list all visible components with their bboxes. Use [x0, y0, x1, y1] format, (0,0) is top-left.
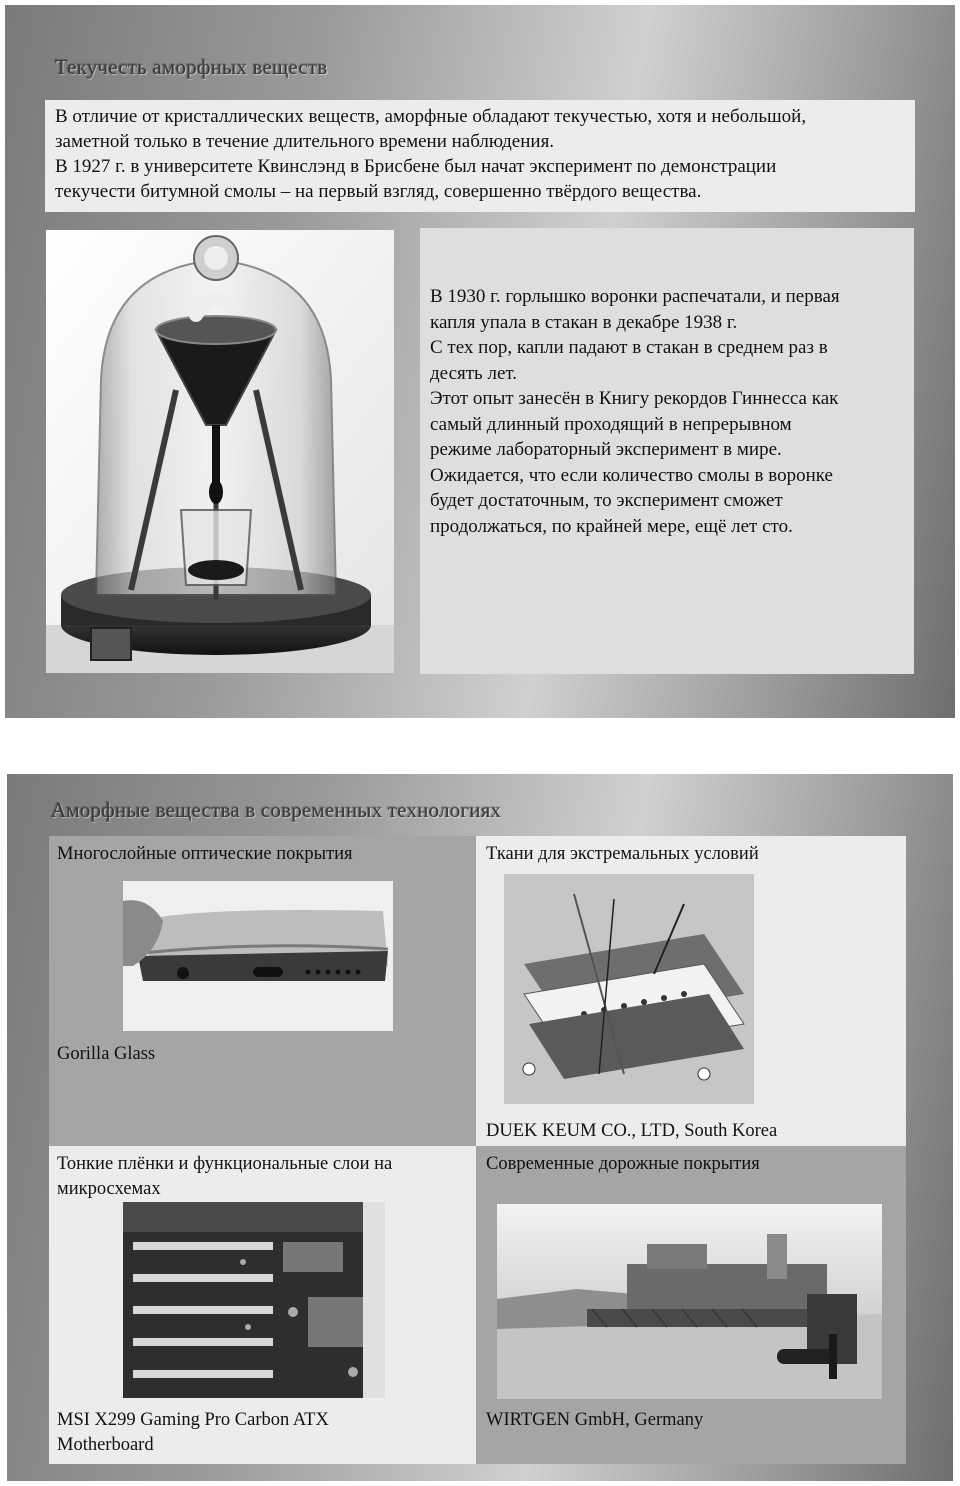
intro-line: В отличие от кристаллических веществ, аморфные обладают текучестью, хотя и небольшой, — [55, 106, 807, 127]
intro-line: заметной только в течение длительного времени наблюдения. — [55, 131, 555, 152]
info-line: С тех пор, капли падают в стакан в среднем раз в — [430, 337, 828, 358]
info-line: самый длинный проходящий в непрерывном — [430, 413, 792, 435]
pitch-drop-photo — [46, 230, 394, 673]
info-line: режиме лабораторный эксперимент в мире. — [430, 439, 782, 460]
fabric-layers-diagram — [504, 874, 754, 1104]
info-line: будет достаточным, то эксперимент сможет — [430, 490, 783, 511]
info-line: В 1930 г. горлышко воронки распечатали, и первая — [430, 286, 840, 307]
cell-caption: WIRTGEN GmbH, Germany — [486, 1410, 704, 1430]
info-line: десять лет. — [430, 362, 518, 384]
cell-caption: DUEK KEUM CO., LTD, South Korea — [486, 1121, 778, 1141]
cell-thin-films-microchips — [49, 1146, 476, 1464]
info-line: Этот опыт занесён в Книгу рекордов Гиннесса как — [430, 388, 839, 409]
intro-line: текучести битумной смолы – на первый взгляд, совершенно твёрдого вещества. — [55, 181, 702, 202]
experiment-info-box — [420, 228, 914, 674]
slide-title: Текучесть аморфных веществ — [55, 55, 328, 79]
info-line: продолжаться, по крайней мере, ещё лет сто. — [430, 515, 793, 537]
slide-title: Аморфные вещества в современных технологиях — [51, 798, 502, 822]
cell-road-surfaces — [476, 1146, 906, 1464]
road-paver-photo — [497, 1204, 882, 1399]
motherboard-photo — [123, 1202, 385, 1398]
cell-title: Ткани для экстремальных условий — [486, 844, 759, 864]
cell-optical-coatings — [49, 836, 476, 1146]
cell-title-line: микросхемах — [57, 1179, 161, 1199]
cell-title-line: Тонкие плёнки и функциональные слои на — [57, 1154, 393, 1174]
intro-line: В 1927 г. в университете Квинслэнд в Брисбене был начат эксперимент по демонстрации — [55, 156, 777, 177]
slide-pitch-experiment — [5, 5, 955, 718]
smartphone-photo — [123, 881, 393, 1031]
slide-amorphous-technologies — [7, 774, 953, 1481]
info-line: капля упала в стакан в декабре 1938 г. — [430, 311, 738, 333]
cell-title: Современные дорожные покрытия — [486, 1154, 760, 1174]
cell-caption: Gorilla Glass — [57, 1044, 156, 1064]
cell-title: Многослойные оптические покрытия — [57, 844, 353, 864]
intro-text-box — [45, 100, 915, 212]
cell-caption-line: MSI X299 Gaming Pro Carbon ATX — [57, 1410, 329, 1430]
cell-caption — [57, 1408, 468, 1458]
cell-title — [57, 1152, 468, 1202]
cell-caption-line: Motherboard — [57, 1435, 154, 1455]
cell-extreme-fabrics — [476, 836, 906, 1146]
info-line: Ожидается, что если количество смолы в воронке — [430, 464, 833, 486]
